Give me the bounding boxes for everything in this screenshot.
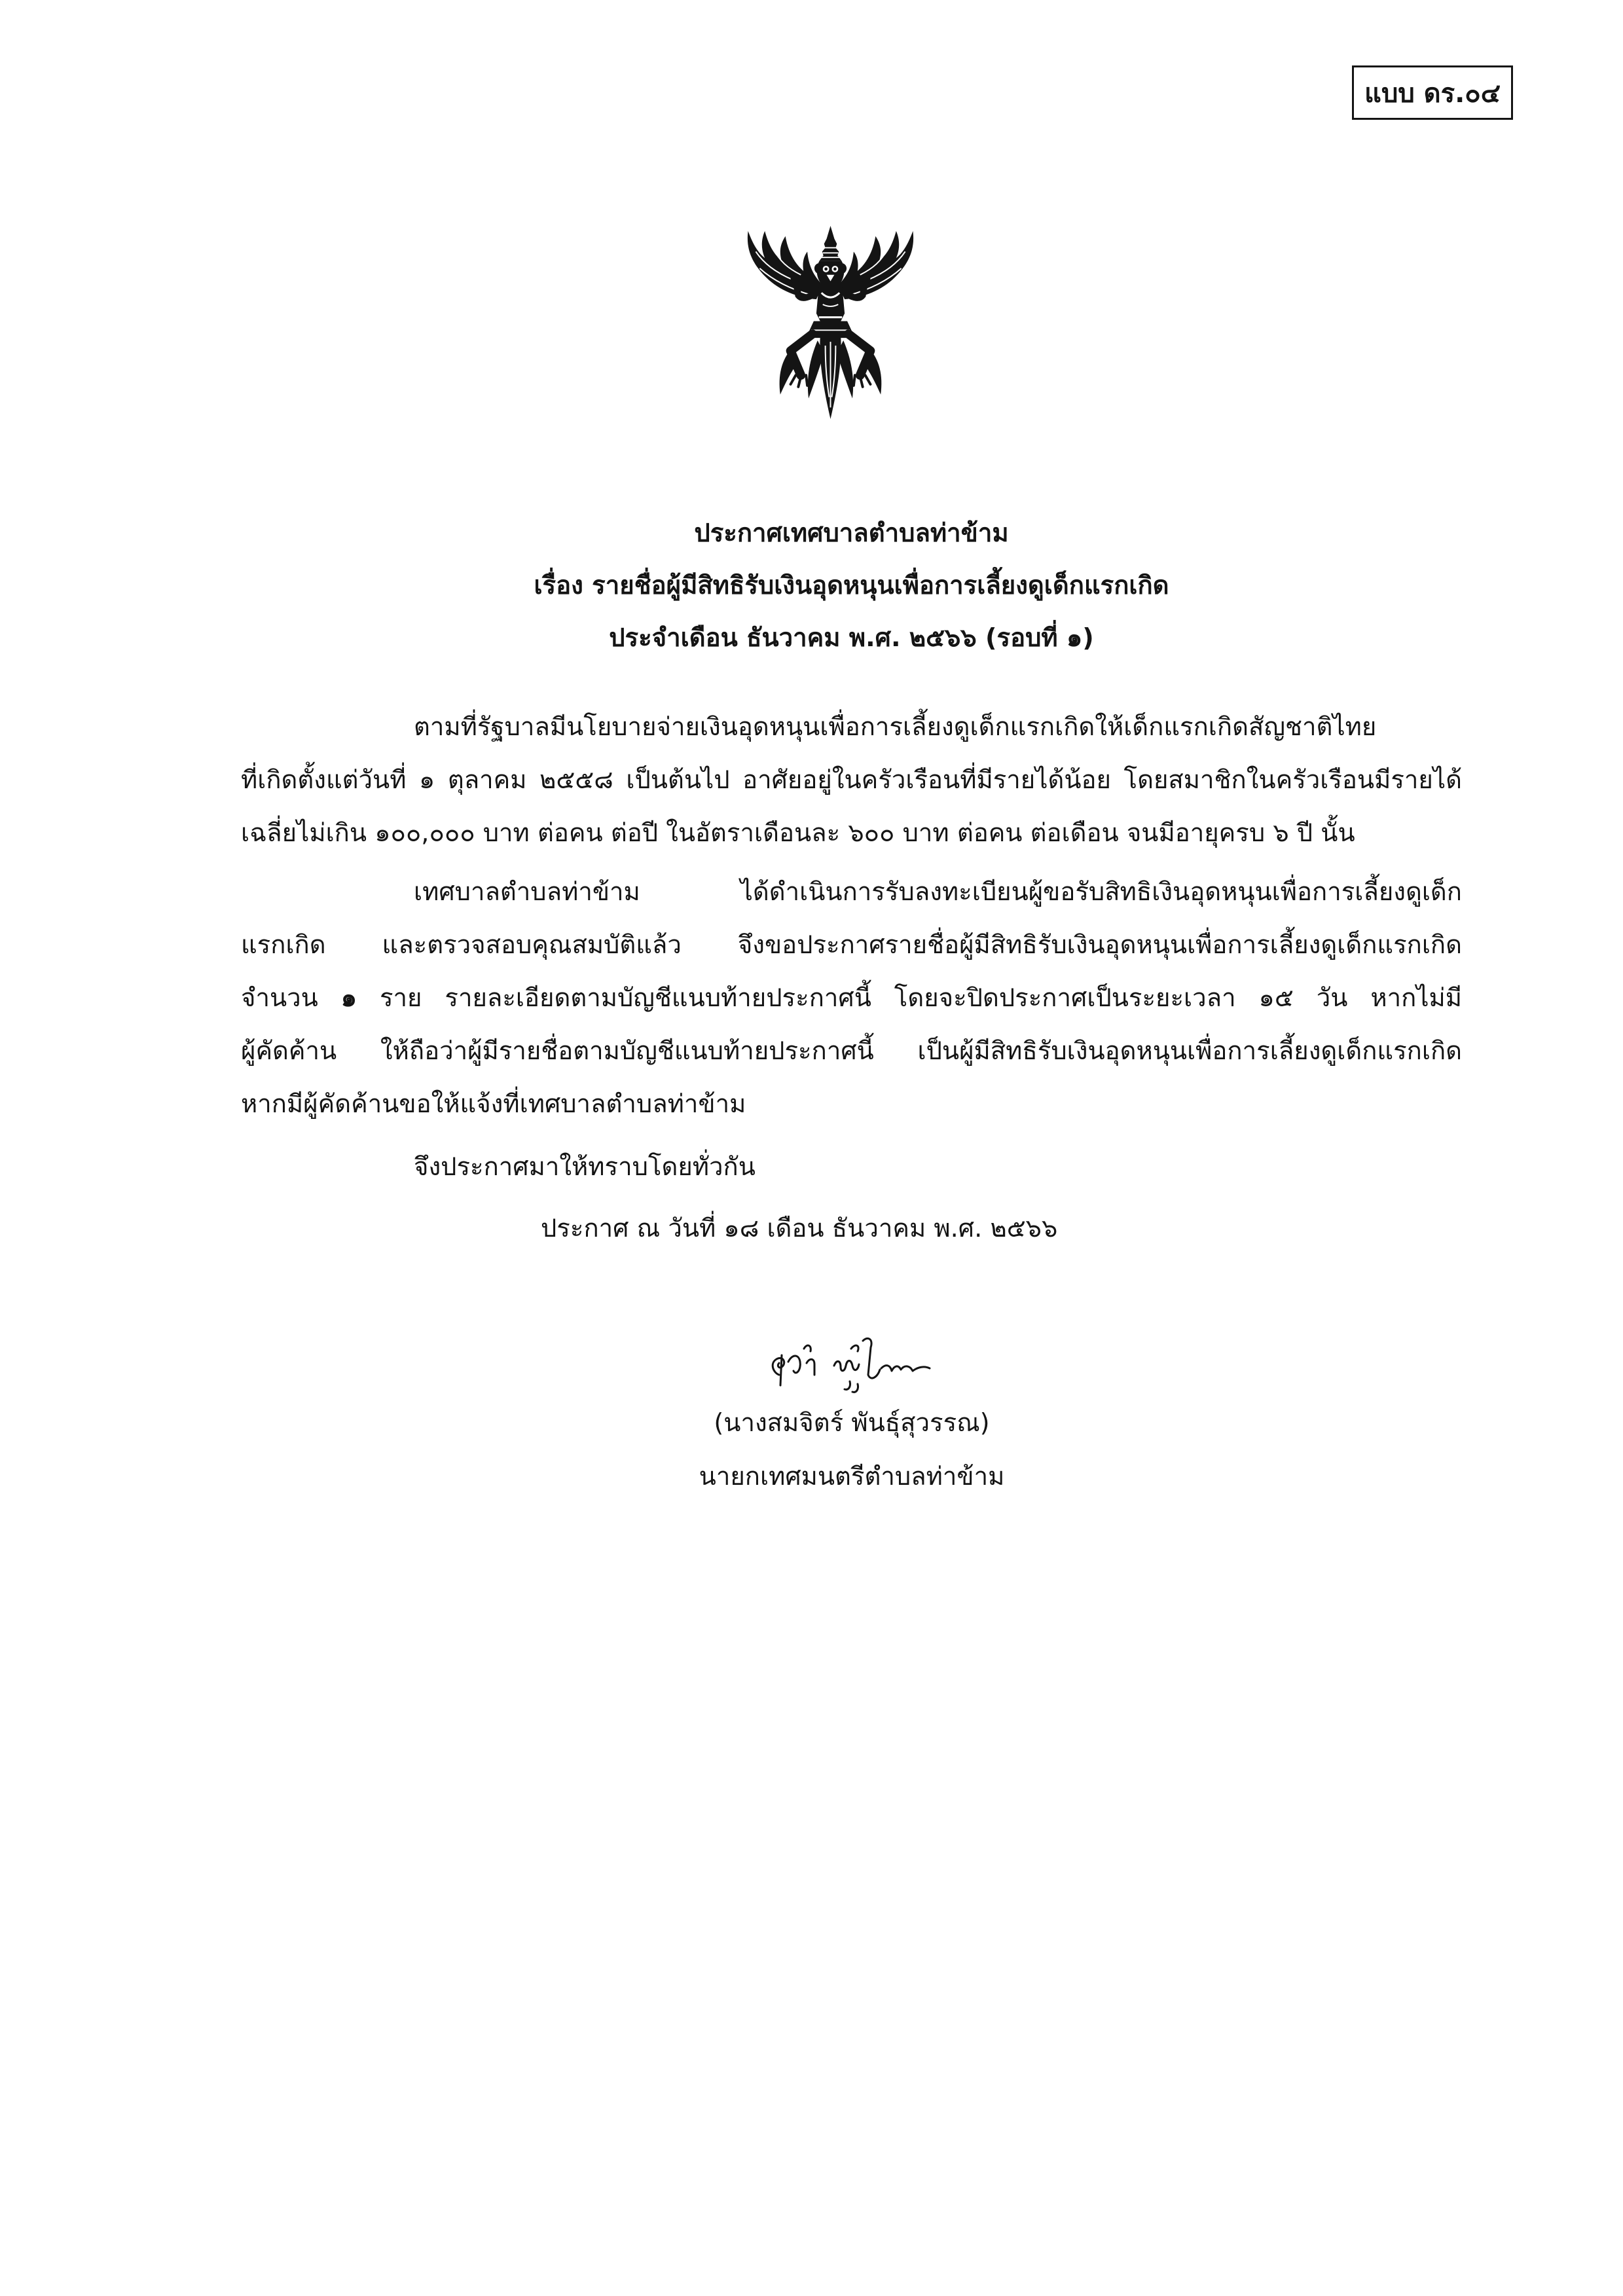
recipient-count: ๑ [340,983,357,1013]
paragraph-line: หากมีผู้คัดค้านขอให้แจ้งที่เทศบาลตำบลท่าข้าม [241,1089,746,1119]
heading-period: ประจำเดือน ธันวาคม พ.ศ. ๒๕๖๖ (รอบที่ ๑) [609,623,1094,653]
paragraph-line: เทศบาลตำบลท่าข้าม ได้ดำเนินการรับลงทะเบียนผู้ขอรับสิทธิเงินอุดหนุนเพื่อการเลี้ยงดูเด็ก [414,877,1462,907]
announcement-date: ประกาศ ณ วันที่ ๑๘ เดือน ธันวาคม พ.ศ. ๒๕๖๖ [541,1214,1058,1243]
signatory-block [623,1396,1081,1504]
paragraph-registration [241,866,1462,1131]
heading-subject: เรื่อง รายชื่อผู้มีสิทธิรับเงินอุดหนุนเพื่อการเลี้ยงดูเด็กแรกเกิด [534,571,1169,600]
closing-statement: จึงประกาศมาให้ทราบโดยทั่วกัน [414,1152,756,1182]
paragraph-line: ตามที่รัฐบาลมีนโยบายจ่ายเงินอุดหนุนเพื่อการเลี้ยงดูเด็กแรกเกิดให้เด็กแรกเกิดสัญชาติไทย [414,712,1377,742]
signatory-name: (นางสมจิตร์ พันธุ์สุวรรณ) [714,1408,990,1438]
paragraph-text: ราย รายละเอียดตามบัญชีแนบท้ายประกาศนี้ โดยจะปิดประกาศเป็นระยะเวลา ๑๕ วัน หากไม่มี [357,983,1462,1013]
paragraph-policy [241,701,1462,860]
paragraph-text: จำนวน [241,983,341,1013]
garuda-emblem-icon [734,222,927,424]
paragraph-line: ที่เกิดตั้งแต่วันที่ ๑ ตุลาคม ๒๕๕๘ เป็นต้นไป อาศัยอยู่ในครัวเรือนที่มีรายได้น้อย โดยสมาชิกในครัวเรือนมีรายได้ [241,765,1462,795]
announcement-heading [241,507,1462,665]
paragraph-line: แรกเกิด และตรวจสอบคุณสมบัติแล้ว จึงขอประกาศรายชื่อผู้มีสิทธิรับเงินอุดหนุนเพื่อการเลี้ยงดูเด็กแรกเกิด [241,930,1462,960]
paragraph-line [241,972,1462,1025]
signature [753,1329,943,1397]
signatory-position: นายกเทศมนตรีตำบลท่าข้าม [699,1462,1005,1491]
form-code-box: แบบ ดร.๐๔ [1352,65,1513,120]
paragraph-line: ผู้คัดค้าน ให้ถือว่าผู้มีรายชื่อตามบัญชีแนบท้ายประกาศนี้ เป็นผู้มีสิทธิรับเงินอุดหนุนเพื่อการเลี้ยงดูเด็กแรกเกิด [241,1036,1462,1066]
paragraph-line: เฉลี่ยไม่เกิน ๑๐๐,๐๐๐ บาท ต่อคน ต่อปี ในอัตราเดือนละ ๖๐๐ บาท ต่อคน ต่อเดือน จนมีอายุครบ ๖ ปี นั้น [241,818,1355,848]
heading-title: ประกาศเทศบาลตำบลท่าข้าม [694,519,1009,548]
